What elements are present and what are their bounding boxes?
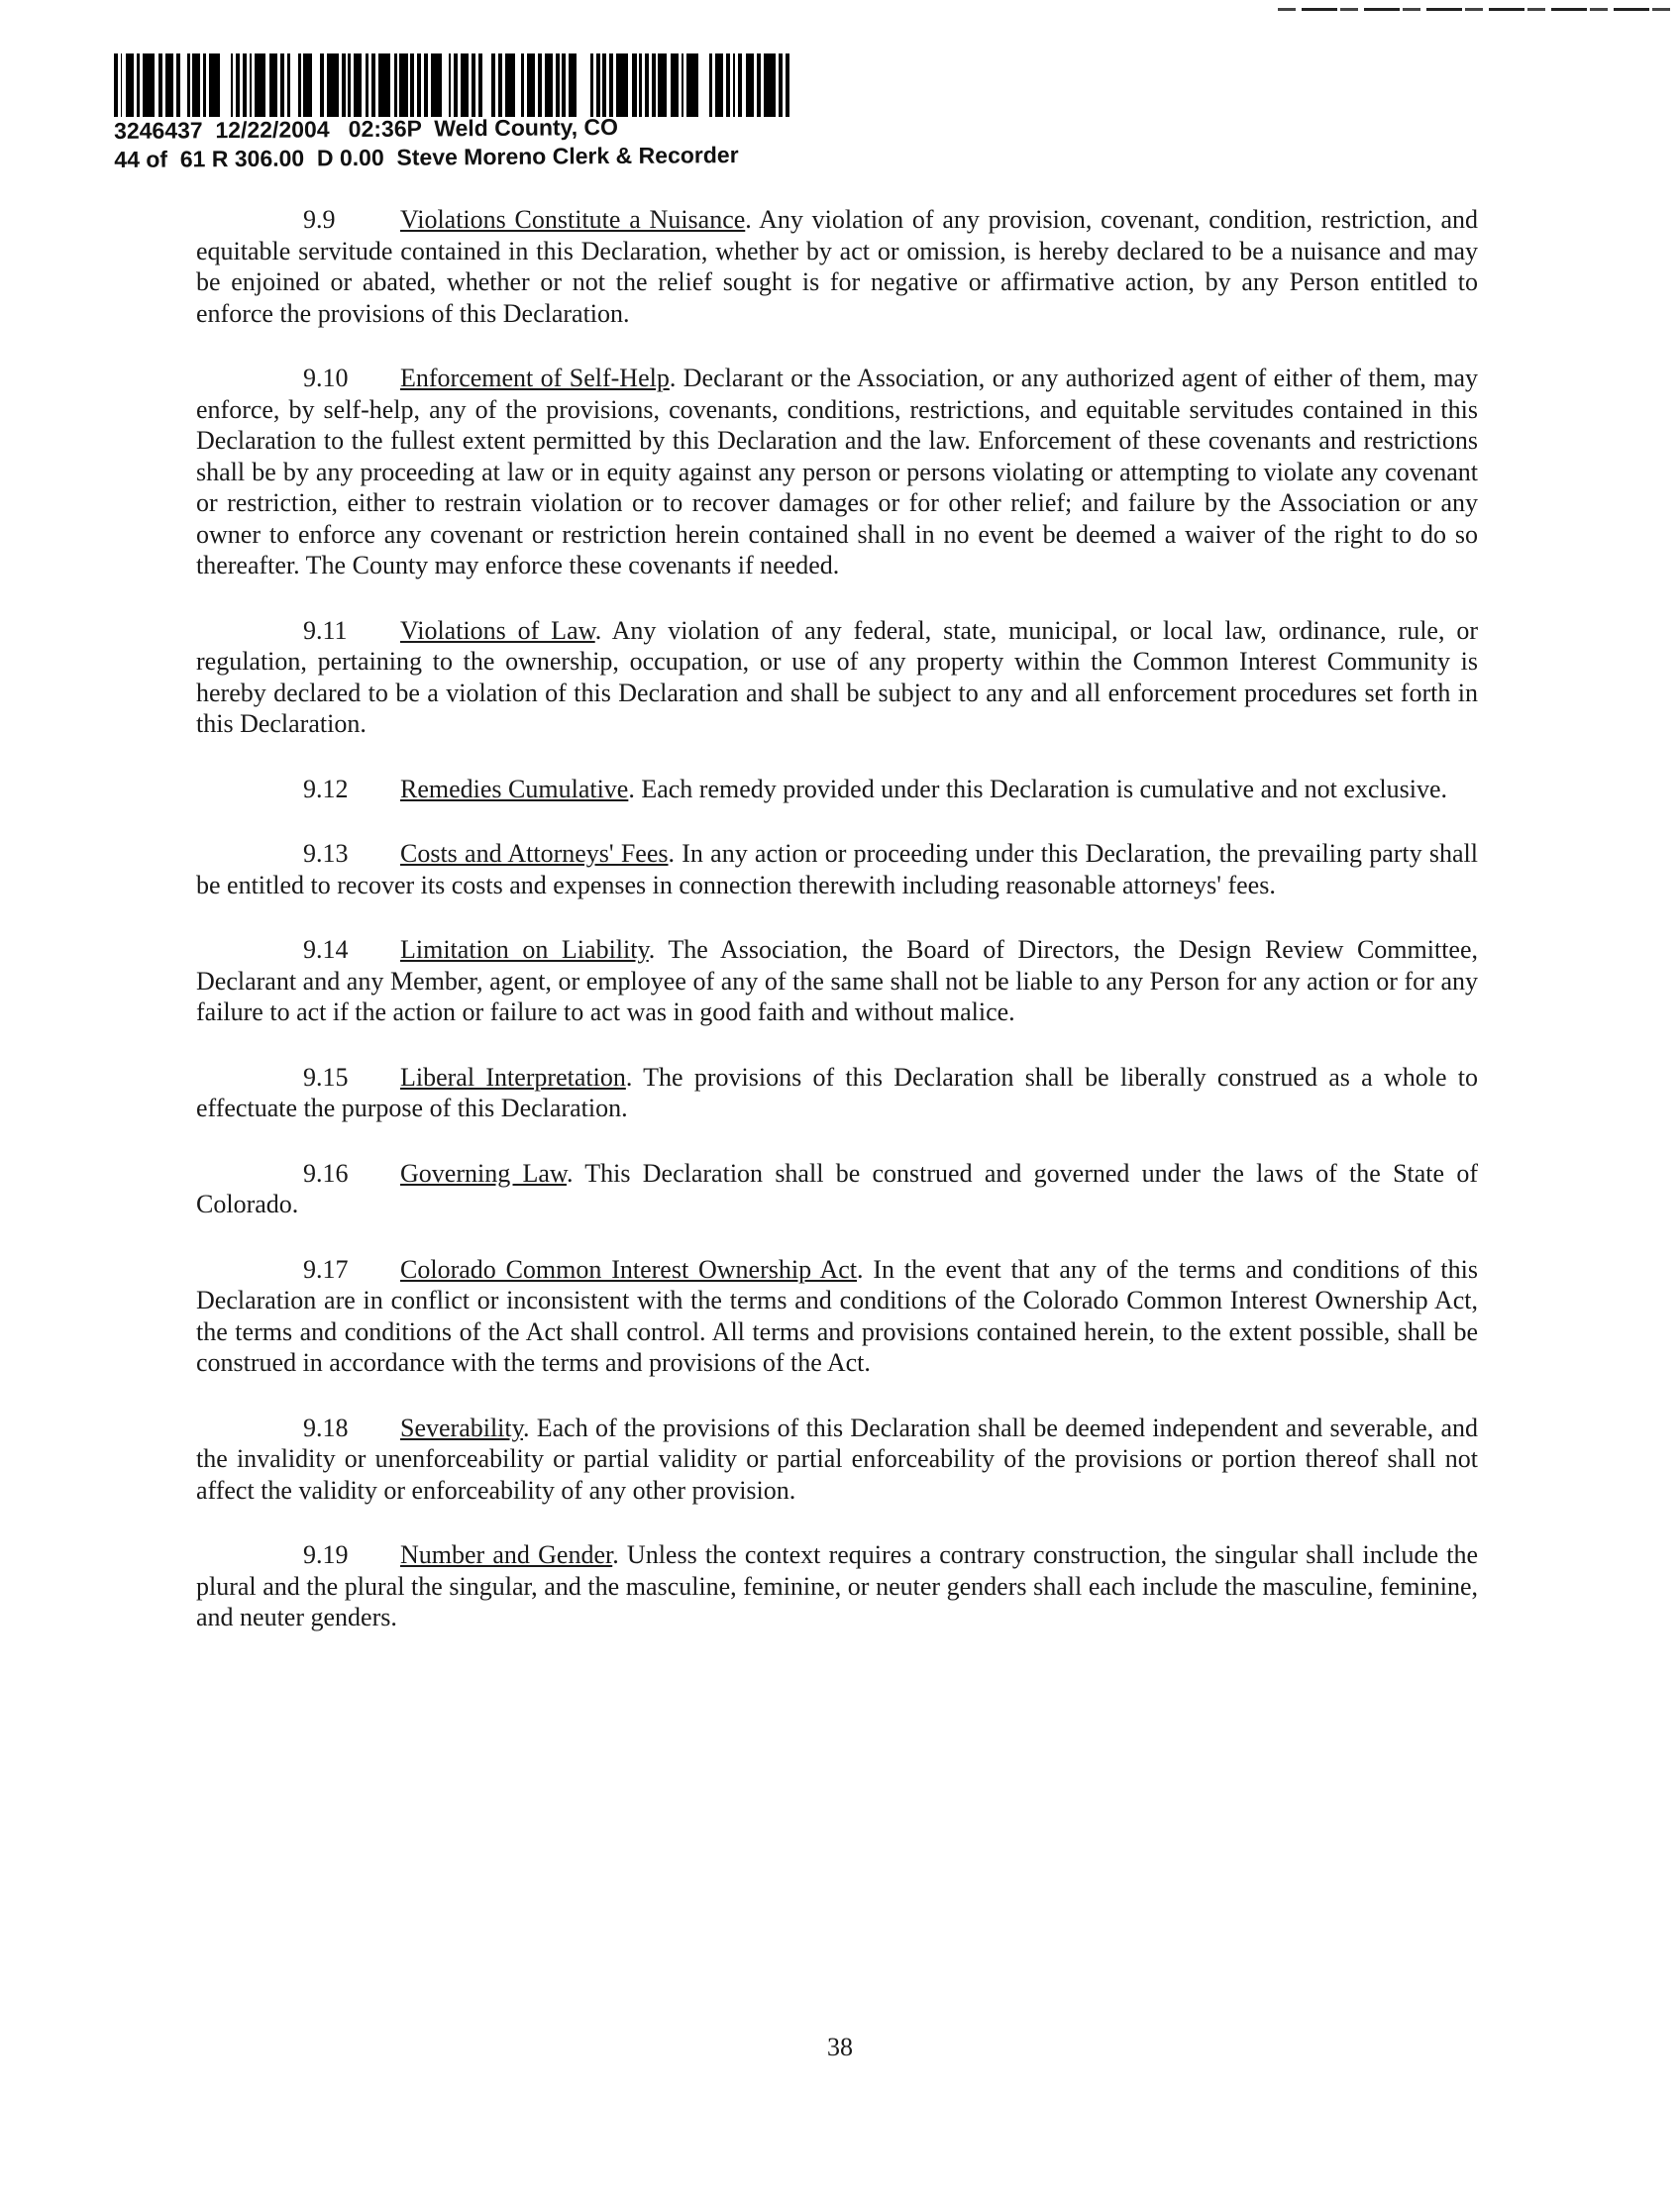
scan-artifact-line bbox=[1278, 8, 1674, 11]
page-number: 38 bbox=[827, 2033, 853, 2061]
section-9-10 bbox=[196, 363, 1478, 581]
section-title: Limitation on Liability bbox=[400, 935, 649, 964]
section-number: 9.10 bbox=[303, 364, 349, 392]
page-of-current: 44 bbox=[114, 146, 141, 172]
barcode-bar bbox=[545, 53, 553, 117]
barcode-bar bbox=[209, 53, 220, 117]
section-text: . The provisions of this Declaration shall be liberally construed as a whole to effectuate the purpose of this Declaration. bbox=[196, 1062, 1479, 1122]
section-title: Violations Constitute a Nuisance bbox=[400, 205, 746, 234]
section-9-11 bbox=[196, 615, 1478, 740]
section-title: Costs and Attorneys' Fees bbox=[400, 839, 669, 868]
section-9-19 bbox=[196, 1539, 1478, 1633]
barcode-bar bbox=[312, 53, 320, 117]
section-text: . The Association, the Board of Directors, the Design Review Committee, Declarant and any Member, agent, or employee of any of the same shall not be liable to any Person for any action or for any failure to act if the action or failure to act was in good faith and without malice. bbox=[196, 935, 1478, 1026]
recording-county: Weld County, CO bbox=[434, 114, 619, 142]
section-number: 9.11 bbox=[303, 615, 348, 645]
barcode-bar bbox=[442, 53, 449, 117]
barcode-bar bbox=[658, 53, 666, 117]
recorder-name: Steve Moreno Clerk & Recorder bbox=[396, 142, 739, 170]
barcode-bar bbox=[354, 53, 362, 117]
section-title: Number and Gender bbox=[400, 1540, 613, 1569]
section-number: 9.9 bbox=[303, 205, 336, 234]
section-9-13 bbox=[196, 838, 1478, 900]
section-number: 9.17 bbox=[303, 1254, 349, 1284]
document-body bbox=[196, 204, 1478, 1667]
recording-time: 02:36P bbox=[348, 115, 422, 143]
barcode-bar bbox=[482, 53, 492, 117]
section-number: 9.12 bbox=[303, 774, 349, 803]
section-number: 9.19 bbox=[303, 1540, 349, 1569]
section-text: . Any violation of any provision, covenant, condition, restriction, and equitable servitude contained in this Declaration, whether by act or omission, is hereby declared to be a nuisance and may be enjoined or abated, whether or not the relief sought is for negative or affirmative action, by any Person entitled to enforce the provisions of this Declaration. bbox=[196, 205, 1478, 328]
barcode-bar bbox=[515, 53, 522, 117]
barcode-bar bbox=[269, 53, 277, 117]
section-number: 9.13 bbox=[303, 839, 349, 868]
section-title: Colorado Common Interest Ownership Act bbox=[400, 1254, 858, 1284]
section-title: Remedies Cumulative bbox=[400, 774, 629, 803]
section-title: Severability bbox=[400, 1413, 523, 1442]
barcode-bar bbox=[126, 53, 134, 117]
page-of-label: of bbox=[146, 146, 168, 172]
barcode-bar bbox=[327, 53, 339, 117]
section-title: Enforcement of Self-Help bbox=[400, 364, 670, 392]
barcode-bar bbox=[577, 53, 590, 117]
section-9-15 bbox=[196, 1062, 1478, 1124]
barcode-bar bbox=[527, 53, 535, 117]
barcode-bar bbox=[461, 53, 469, 117]
reception-number: 3246437 bbox=[114, 117, 203, 144]
barcode-bar bbox=[505, 53, 515, 117]
barcode-bar bbox=[165, 53, 173, 117]
barcode-bar bbox=[746, 53, 754, 117]
section-9-18 bbox=[196, 1413, 1478, 1507]
barcode-bar bbox=[378, 53, 390, 117]
section-text: . Any violation of any federal, state, municipal, or local law, ordinance, rule, or regulation, pertaining to the ownership, occupation, or use of any property within the Common Interest Community is hereby declared to be a violation of this Declaration and shall be subject to any and all enforcement procedures set forth in this Declaration. bbox=[196, 615, 1479, 738]
recording-fee: R 306.00 bbox=[211, 145, 305, 172]
page-of-total: 61 bbox=[179, 146, 206, 172]
section-number: 9.15 bbox=[303, 1062, 349, 1092]
barcode-bar bbox=[255, 53, 265, 117]
barcode-bar bbox=[290, 53, 298, 117]
section-text: . This Declaration shall be construed and governed under the laws of the State of Colorado. bbox=[196, 1158, 1478, 1218]
recording-stamp bbox=[114, 112, 739, 174]
barcode-bar bbox=[192, 53, 200, 117]
barcode-bar bbox=[431, 53, 442, 117]
barcode-bar bbox=[764, 53, 776, 117]
section-text: . In any action or proceeding under this Declaration, the prevailing party shall be entitled to recover its costs and expenses in connection therewith including reasonable attorneys' fees. bbox=[196, 839, 1478, 899]
barcode-bar bbox=[671, 53, 679, 117]
documentary-fee: D 0.00 bbox=[316, 144, 384, 171]
section-title: Liberal Interpretation bbox=[400, 1062, 626, 1092]
section-9-17 bbox=[196, 1254, 1478, 1379]
barcode-bar bbox=[616, 53, 628, 117]
barcode-image bbox=[114, 53, 790, 117]
section-number: 9.18 bbox=[303, 1413, 349, 1442]
section-number: 9.16 bbox=[303, 1158, 349, 1188]
section-number: 9.14 bbox=[303, 935, 349, 964]
barcode-bar bbox=[180, 53, 187, 117]
section-title: Governing Law bbox=[400, 1158, 567, 1188]
barcode-bar bbox=[569, 53, 577, 117]
barcode-bar bbox=[220, 53, 231, 117]
barcode-bar bbox=[399, 53, 407, 117]
section-title: Violations of Law bbox=[400, 615, 595, 645]
section-9-16 bbox=[196, 1158, 1478, 1220]
section-9-12 bbox=[196, 774, 1478, 805]
barcode-bar bbox=[698, 53, 709, 117]
recording-date: 12/22/2004 bbox=[215, 116, 330, 144]
section-text: . Each remedy provided under this Declaration is cumulative and not exclusive. bbox=[628, 774, 1448, 803]
section-9-14 bbox=[196, 934, 1478, 1028]
barcode-bar bbox=[143, 53, 155, 117]
barcode-bar bbox=[715, 53, 723, 117]
section-text: . Each of the provisions of this Declaration shall be deemed independent and severable, and the invalidity or unenforceability or partial validity or partial enforceability of the provisions or portion thereof shall not affect the validity or enforceability of any other provision. bbox=[196, 1413, 1478, 1505]
barcode-bar bbox=[686, 53, 698, 117]
section-text: . In the event that any of the terms and conditions of this Declaration are in conflict or inconsistent with the terms and conditions of the Colorado Common Interest Ownership Act, the terms and conditions of the Act shall control. All terms and provisions contained herein, to the extent possible, shall be construed in accordance with the terms and provisions of the Act. bbox=[196, 1254, 1478, 1377]
section-text: . Unless the context requires a contrary construction, the singular shall include the plural and the plural the singular, and the masculine, feminine, or neuter genders shall each include the masculine, feminine, and neuter genders. bbox=[196, 1540, 1478, 1631]
recording-stamp-line-2 bbox=[114, 141, 738, 174]
barcode-bar bbox=[786, 53, 789, 117]
section-text: . Declarant or the Association, or any authorized agent of either of them, may enforce, by self-help, any of the provisions, covenants, conditions, restrictions, and equitable servitudes contained in this Declaration to the fullest extent permitted by this Declaration and the law. Enforcement of these covenants and restrictions shall be by any proceeding at law or in equity against any person or persons violating or attempting to violate any covenant or restriction, either to restrain violation or to recover damages or for other relief; and failure by the Association or any owner to enforce any covenant or restriction herein contained shall in no event be deemed a waiver of the right to do so thereafter. The County may enforce these covenants if needed. bbox=[196, 364, 1478, 579]
barcode-bar bbox=[303, 53, 311, 117]
section-9-9 bbox=[196, 204, 1478, 329]
